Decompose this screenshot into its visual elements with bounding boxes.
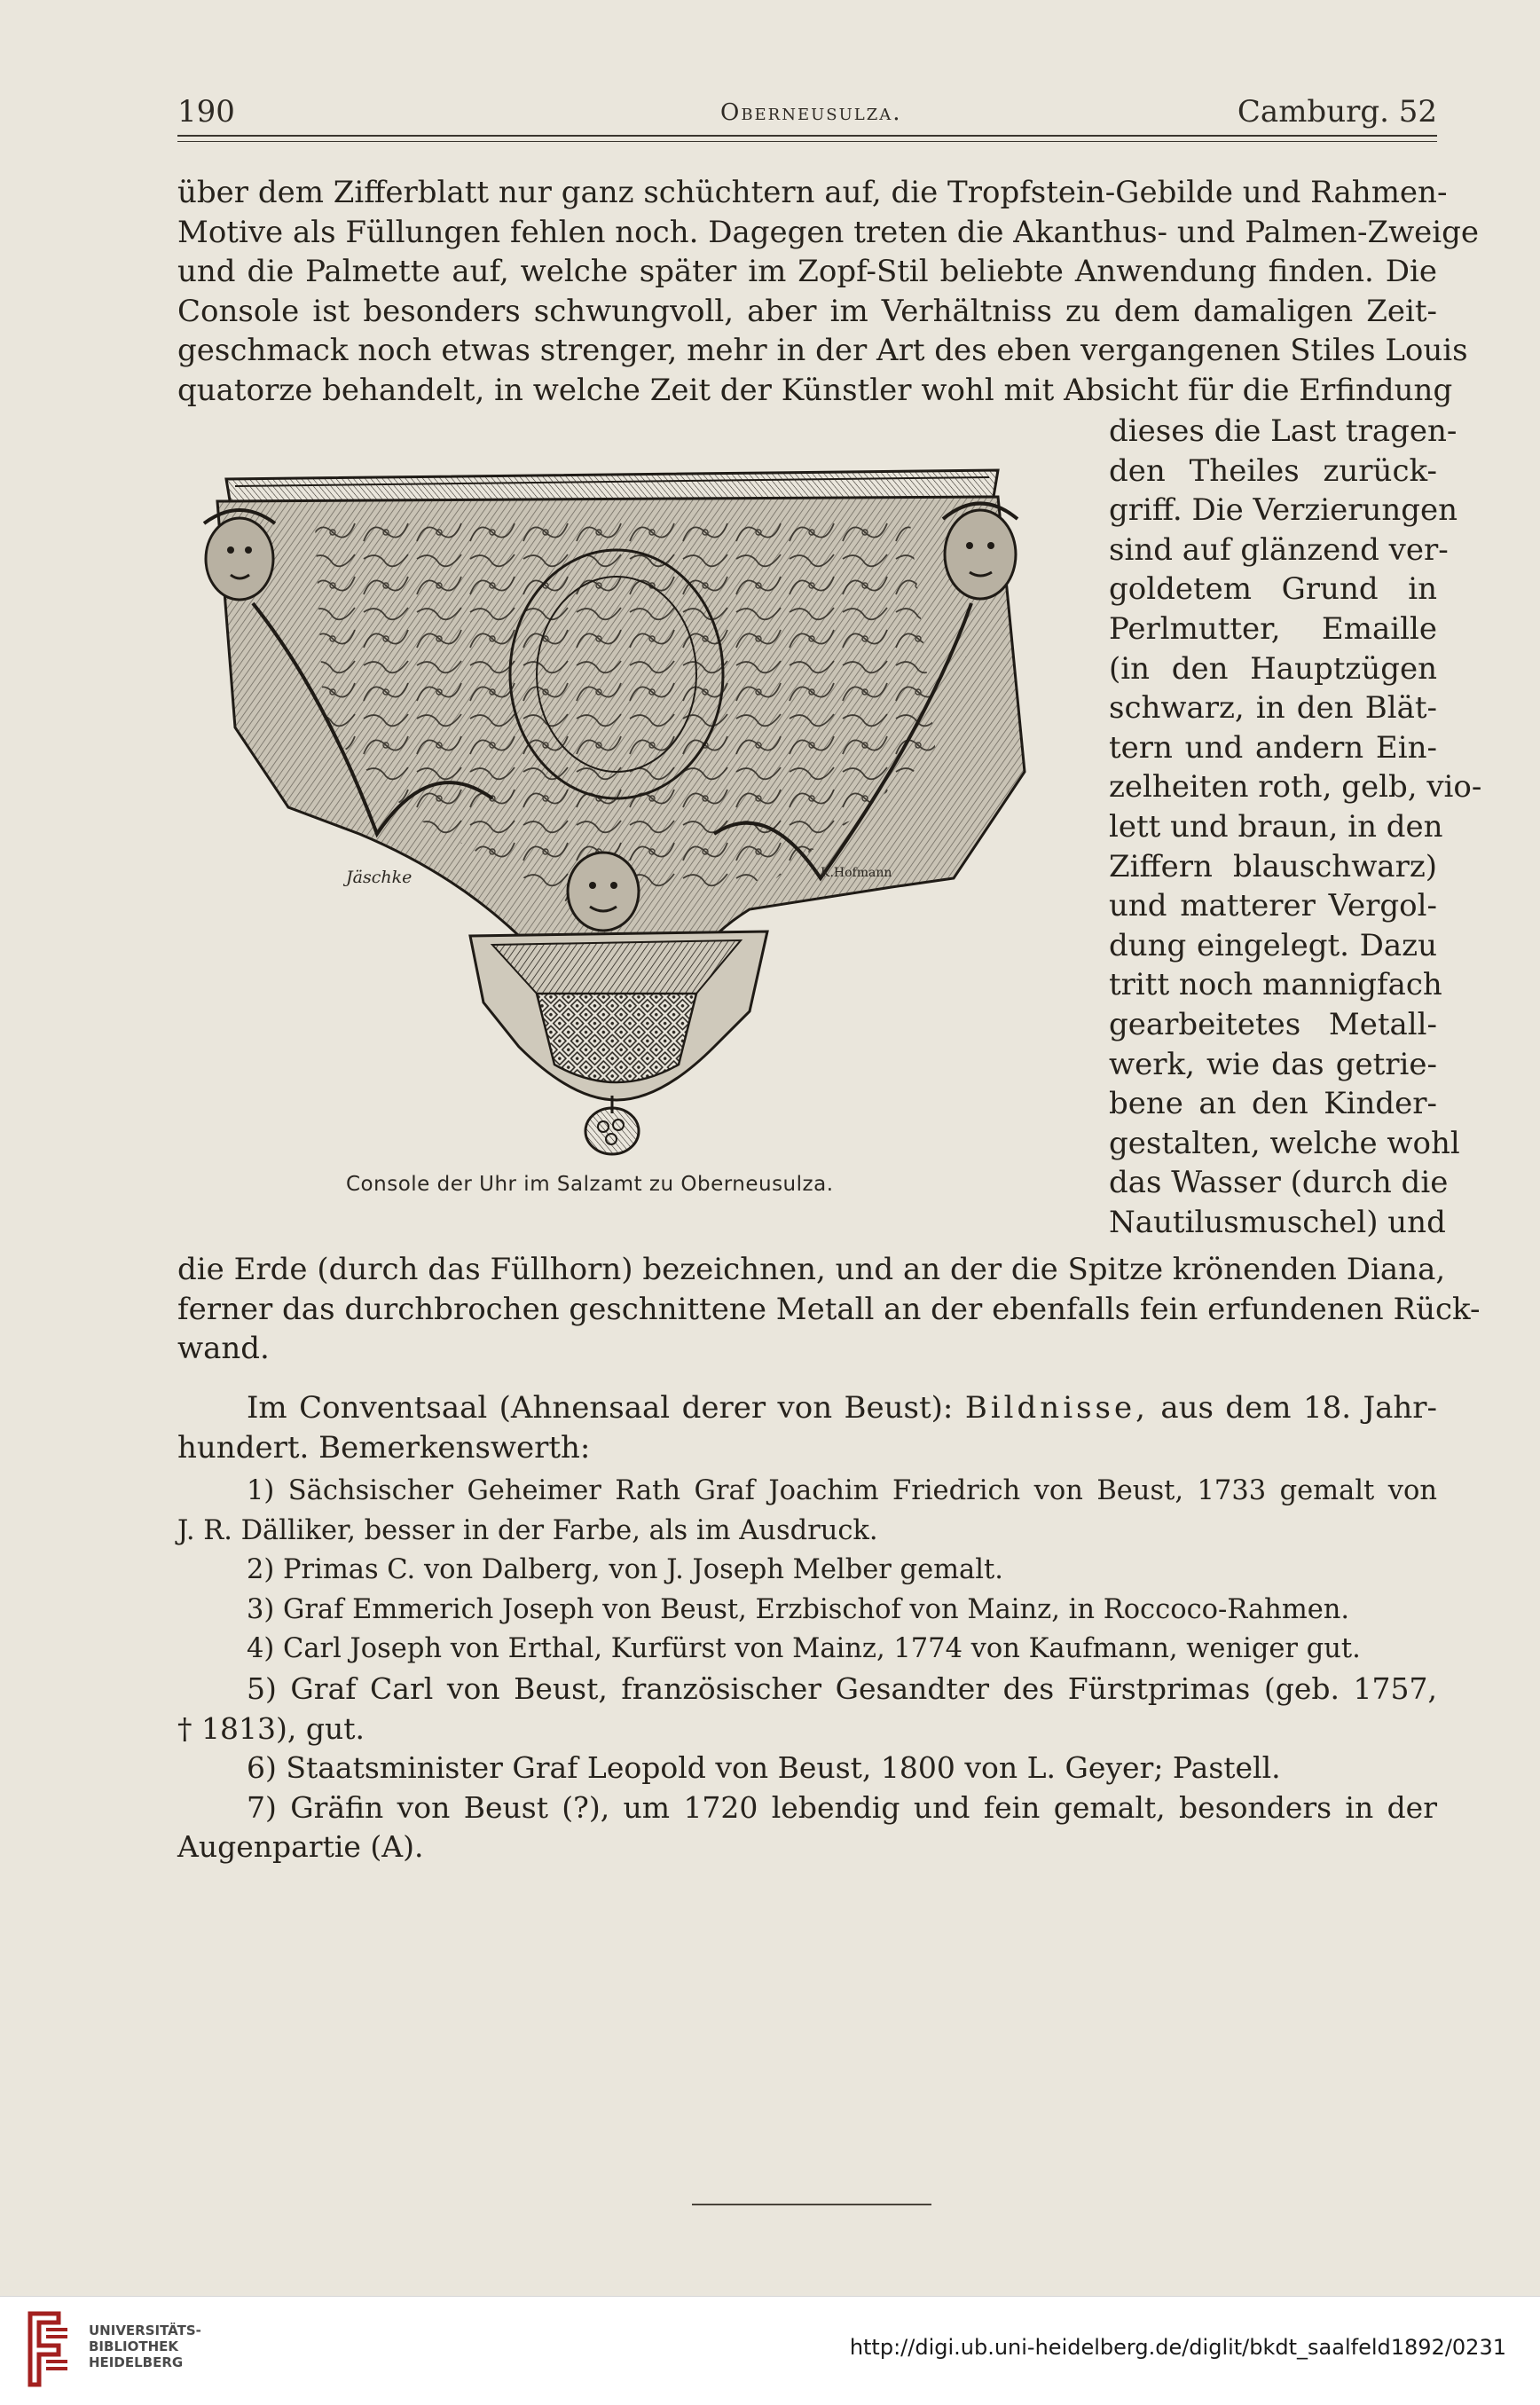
list-item-continuation: Augenpartie (A). bbox=[177, 1829, 424, 1865]
bracket-panel bbox=[492, 940, 741, 994]
list-item: 1) Sächsischer Geheimer Rath Graf Joachim Friedrich von Beust, 1733 gemalt von bbox=[247, 1475, 1437, 1506]
text-line: bene an den Kinder- bbox=[1109, 1086, 1437, 1122]
text-line: Perlmutter, Emaille bbox=[1109, 610, 1437, 647]
text-line: schwarz, in den Blät- bbox=[1109, 690, 1437, 727]
end-rule bbox=[692, 2204, 931, 2205]
text-line: über dem Zifferblatt nur ganz schüchtern auf, die Tropfstein-Gebilde und Rahmen- bbox=[177, 175, 1448, 210]
header-rule-thick bbox=[177, 135, 1437, 137]
text-line: werk, wie das getrie- bbox=[1109, 1046, 1437, 1082]
library-name-line: UNIVERSITÄTS- bbox=[89, 2322, 201, 2338]
text-line: das Wasser (durch die bbox=[1109, 1165, 1449, 1201]
paragraph-continuation bbox=[177, 1250, 1481, 1369]
text-line: gestalten, welche wohl bbox=[1109, 1125, 1460, 1161]
list-item: 6) Staatsminister Graf Leopold von Beust, 1800 von L. Geyer; Pastell. bbox=[247, 1750, 1281, 1786]
text-line: und die Palmette auf, welche später im Zopf-Stil beliebte Anwendung finden. Die bbox=[177, 254, 1437, 290]
page-number: 190 bbox=[177, 94, 235, 130]
text-line: gearbeitetes Metall- bbox=[1109, 1006, 1437, 1042]
permalink-url[interactable]: http://digi.ub.uni-heidelberg.de/diglit/bkdt_saalfeld1892/0231 bbox=[849, 2335, 1506, 2360]
text-line: zelheiten roth, gelb, vio- bbox=[1109, 769, 1482, 806]
text-line: ferner das durchbrochen geschnittene Metall an der ebenfalls fein erfundenen Rück- bbox=[177, 1291, 1481, 1327]
text-line: dieses die Last tragen- bbox=[1109, 413, 1458, 449]
figure-caption: Console der Uhr im Salzamt zu Oberneusulza. bbox=[346, 1173, 834, 1196]
list-item: 4) Carl Joseph von Erthal, Kurfürst von Mainz, 1774 von Kaufmann, weniger gut. bbox=[247, 1633, 1361, 1665]
paragraph-side-column bbox=[1109, 412, 1482, 1242]
text-line: wand. bbox=[177, 1331, 270, 1367]
text-line: griff. Die Verzierungen bbox=[1109, 492, 1458, 529]
text-line: Nautilusmuschel) und bbox=[1109, 1204, 1446, 1240]
text-line: (in den Hauptzügen bbox=[1109, 650, 1437, 687]
center-mask bbox=[568, 853, 639, 931]
text-line: tritt noch mannigfach bbox=[1109, 967, 1442, 1003]
text-line: dung eingelegt. Dazu bbox=[1109, 927, 1437, 963]
text-line: tern und andern Ein- bbox=[1109, 729, 1437, 766]
emphasized-word: Bildnisse, bbox=[964, 1390, 1149, 1426]
library-name-line: HEIDELBERG bbox=[89, 2354, 184, 2370]
engraver-signature-left: Jäschke bbox=[346, 868, 412, 887]
list-item: 2) Primas C. von Dalberg, von J. Joseph Melber gemalt. bbox=[247, 1554, 1003, 1586]
text-line bbox=[177, 1388, 1437, 1428]
pendant-finial bbox=[585, 1096, 639, 1154]
paragraph-opening bbox=[177, 173, 1480, 411]
list-item: 7) Gräfin von Beust (?), um 1720 lebendig und fein gemalt, besonders in der bbox=[247, 1789, 1437, 1825]
page-header bbox=[177, 89, 1437, 142]
engraver-signature-right: K.Hofmann bbox=[821, 866, 892, 880]
text-line: geschmack noch etwas strenger, mehr in der Art des eben vergangenen Stiles Louis bbox=[177, 333, 1468, 369]
text-line: Ziffern blauschwarz) bbox=[1109, 848, 1437, 884]
list-item: 3) Graf Emmerich Joseph von Beust, Erzbischof von Mainz, in Roccoco-Rahmen. bbox=[247, 1593, 1350, 1625]
list-item-continuation: † 1813), gut. bbox=[177, 1710, 365, 1746]
text-line: den Theiles zurück- bbox=[1109, 452, 1437, 489]
text-line: goldetem Grund in bbox=[1109, 571, 1437, 608]
lattice-panel bbox=[537, 994, 696, 1082]
library-logo-icon[interactable] bbox=[20, 2307, 76, 2392]
portrait-list bbox=[177, 1472, 1437, 1867]
list-item: 5) Graf Carl von Beust, französischer Gesandter des Fürstprimas (geb. 1757, bbox=[247, 1670, 1437, 1706]
text-line: Motive als Füllungen fehlen noch. Dagegen treten die Akanthus- und Palmen-Zweige bbox=[177, 214, 1480, 250]
running-title: Oberneusulza. bbox=[720, 99, 902, 126]
text-line: Console ist besonders schwungvoll, aber im Verhältniss zu dem damaligen Zeit- bbox=[177, 293, 1437, 329]
text-line: und matterer Vergol- bbox=[1109, 888, 1437, 924]
list-item-continuation: J. R. Dälliker, besser in der Farbe, als im Ausdruck. bbox=[177, 1514, 878, 1546]
console-engraving bbox=[200, 461, 1087, 1162]
text-line: sind auf glänzend ver- bbox=[1109, 531, 1449, 568]
library-name[interactable] bbox=[89, 2322, 201, 2370]
paragraph-rest: aus dem 18. Jahr- bbox=[1160, 1390, 1438, 1426]
header-rule-thin bbox=[177, 141, 1437, 142]
text-line: hundert. Bemerkenswerth: bbox=[177, 1429, 591, 1466]
paragraph-lead: Im Conventsaal (Ahnensaal derer von Beust): bbox=[247, 1390, 954, 1426]
library-name-line: BIBLIOTHEK bbox=[89, 2338, 178, 2354]
text-line: lett und braun, in den bbox=[1109, 808, 1443, 845]
text-line: die Erde (durch das Füllhorn) bezeichnen, und an der die Spitze krönenden Diana, bbox=[177, 1252, 1446, 1287]
paragraph-conventsaal bbox=[177, 1388, 1437, 1467]
section-marker: Camburg. 52 bbox=[1237, 94, 1437, 130]
text-line: quatorze behandelt, in welche Zeit der Künstler wohl mit Absicht für die Erfindung bbox=[177, 372, 1453, 408]
